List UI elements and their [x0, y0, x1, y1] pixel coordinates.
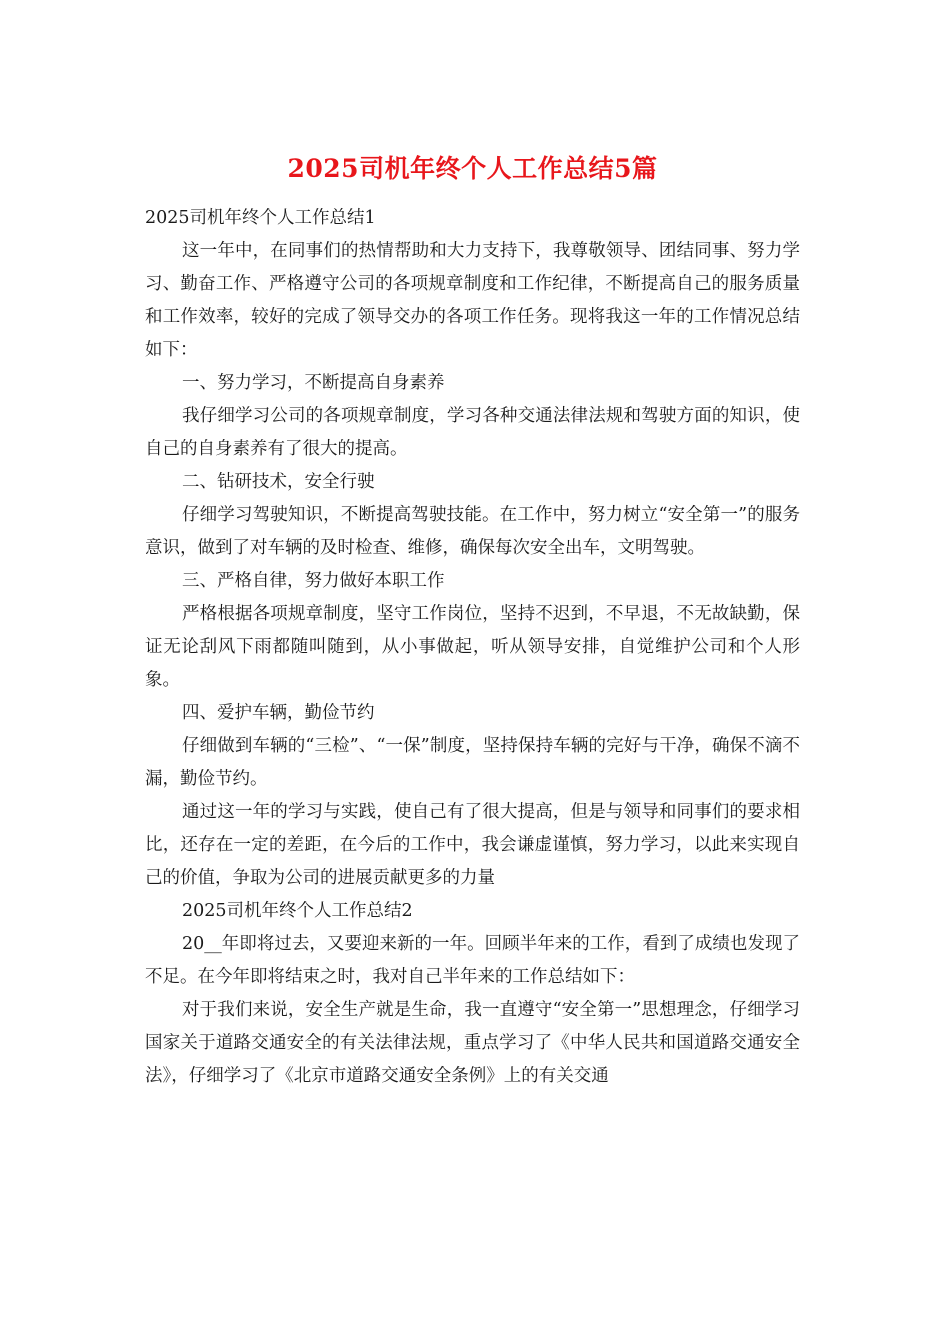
document-page	[145, 150, 800, 1093]
paragraph: 仔细做到车辆的“三检”、“一保”制度，坚持保持车辆的完好与干净，确保不滴不漏，勤俭节约。	[145, 736, 800, 789]
paragraph: 20__年即将过去，又要迎来新的一年。回顾半年来的工作，看到了成绩也发现了不足。在今年即将结束之时，我对自己半年来的工作总结如下：	[145, 934, 800, 987]
paragraph: 对于我们来说，安全生产就是生命，我一直遵守“安全第一”思想理念，仔细学习国家关于道路交通安全的有关法律法规，重点学习了《中华人民共和国道路交通安全法》，仔细学习了《北京市道路交通安全条例》上的有关交通	[145, 1000, 800, 1086]
document-body	[145, 202, 800, 1093]
paragraph: 一、努力学习，不断提高自身素养	[182, 373, 445, 393]
document-title: 2025司机年终个人工作总结5篇	[287, 154, 658, 183]
paragraph: 我仔细学习公司的各项规章制度，学习各种交通法律法规和驾驶方面的知识，使自己的自身素养有了很大的提高。	[145, 406, 800, 459]
paragraph: 二、钻研技术，安全行驶	[182, 472, 375, 492]
paragraph: 通过这一年的学习与实践，使自己有了很大提高，但是与领导和同事们的要求相比，还存在一定的差距，在今后的工作中，我会谦虚谨慎，努力学习，以此来实现自己的价值，争取为公司的进展贡献更多的力量	[145, 802, 800, 888]
paragraph: 仔细学习驾驶知识，不断提高驾驶技能。在工作中，努力树立“安全第一”的服务意识，做到了对车辆的及时检查、维修，确保每次安全出车，文明驾驶。	[145, 505, 800, 558]
paragraph: 四、爱护车辆，勤俭节约	[182, 703, 375, 723]
paragraph: 2025司机年终个人工作总结2	[182, 901, 413, 921]
paragraph: 这一年中，在同事们的热情帮助和大力支持下，我尊敬领导、团结同事、努力学习、勤奋工作、严格遵守公司的各项规章制度和工作纪律，不断提高自己的服务质量和工作效率，较好的完成了领导交办的各项工作任务。现将我这一年的工作情况总结如下：	[145, 241, 800, 360]
paragraph: 严格根据各项规章制度，坚守工作岗位，坚持不迟到，不早退，不无故缺勤，保证无论刮风下雨都随叫随到，从小事做起，听从领导安排，自觉维护公司和个人形象。	[145, 604, 800, 690]
paragraph: 2025司机年终个人工作总结1	[145, 208, 376, 228]
paragraph: 三、严格自律，努力做好本职工作	[182, 571, 445, 591]
